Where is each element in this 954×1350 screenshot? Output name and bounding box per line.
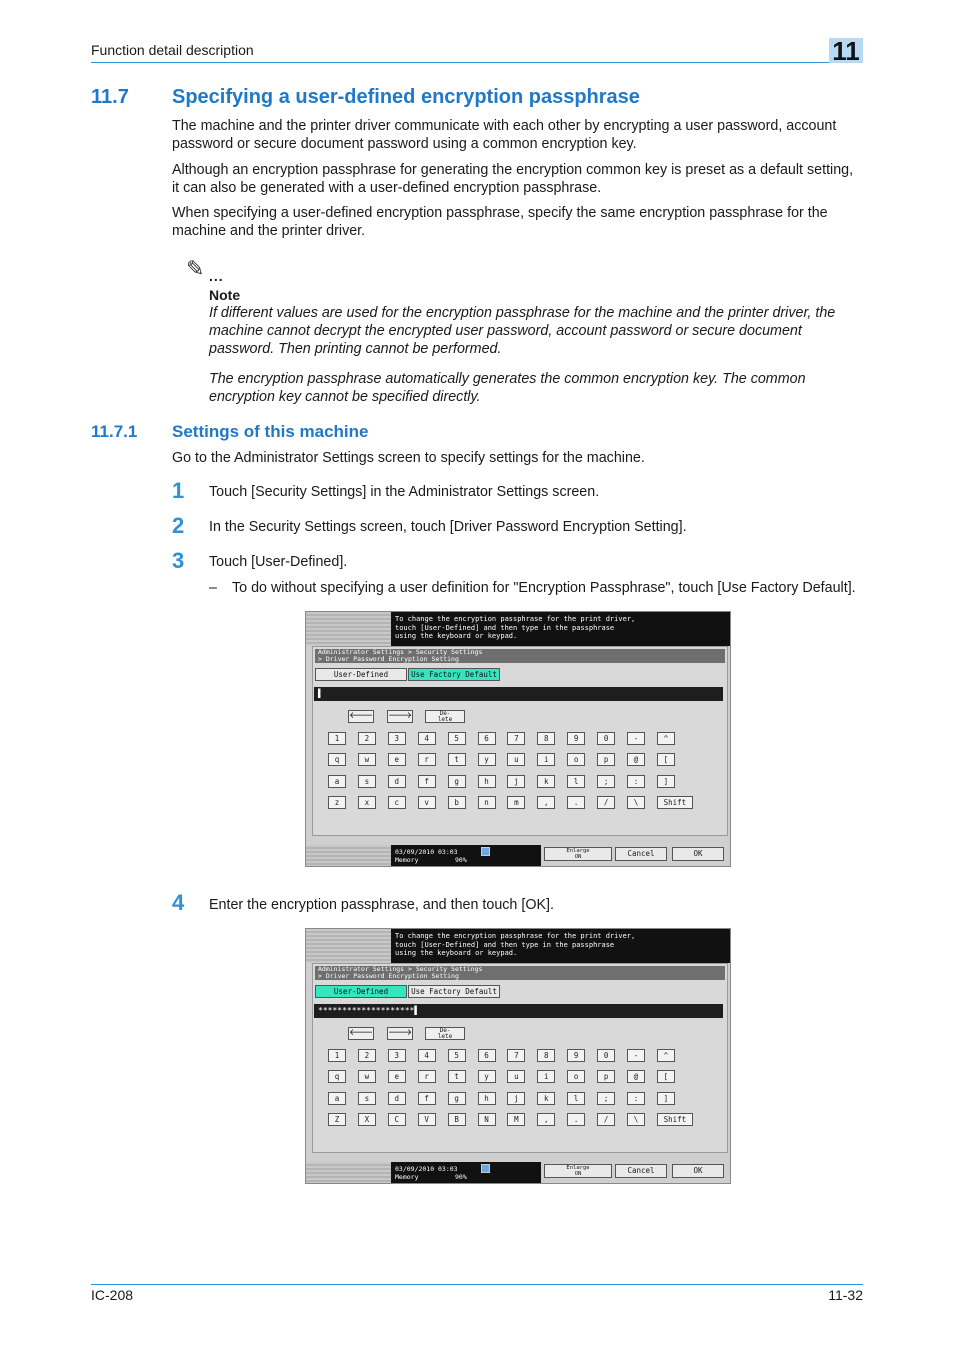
- key-2-0[interactable]: a: [328, 1092, 346, 1105]
- key-0-5[interactable]: 6: [478, 1049, 496, 1062]
- ok-button[interactable]: OK: [672, 1164, 724, 1178]
- substep-text: To do without specifying a user definition for "Encryption Passphrase", touch [Use Factory Default].: [232, 580, 856, 596]
- key-0-10[interactable]: -: [627, 732, 645, 745]
- use-factory-default-button[interactable]: Use Factory Default: [408, 985, 500, 998]
- subsection-number: 11.7.1: [91, 422, 138, 441]
- key-1-9[interactable]: p: [597, 1070, 615, 1083]
- step-number-3: 3: [172, 548, 185, 573]
- ok-button[interactable]: OK: [672, 847, 724, 861]
- step-number-4: 4: [172, 890, 185, 915]
- key-0-11[interactable]: ^: [657, 732, 675, 745]
- key-3-8[interactable]: .: [567, 796, 585, 809]
- key-0-1[interactable]: 2: [358, 732, 376, 745]
- key-1-8[interactable]: o: [567, 753, 585, 766]
- key-1-0[interactable]: q: [328, 753, 346, 766]
- left-arrow-button[interactable]: 🡐: [349, 1028, 374, 1038]
- key-3-2[interactable]: c: [388, 796, 406, 809]
- cancel-button[interactable]: Cancel: [615, 847, 667, 861]
- key-2-10[interactable]: :: [627, 775, 645, 788]
- step-text-3: Touch [User-Defined].: [209, 554, 348, 570]
- screen-message: To change the encryption passphrase for the print driver, touch [User-Defined] and then type in the passphrase using the keyboard or keypad.: [391, 612, 731, 646]
- note-pencil-icon: ✎: [186, 256, 205, 281]
- key-3-1[interactable]: x: [358, 796, 376, 809]
- key-1-7[interactable]: i: [537, 1070, 555, 1083]
- step-text-4: Enter the encryption passphrase, and then touch [OK].: [209, 897, 554, 913]
- note-title: Note: [209, 287, 241, 303]
- key-1-4[interactable]: t: [448, 753, 466, 766]
- key-0-3[interactable]: 4: [418, 732, 436, 745]
- key-2-5[interactable]: h: [478, 775, 496, 788]
- status-date: 03/09/2010: [395, 848, 435, 856]
- key-1-10[interactable]: @: [627, 753, 645, 766]
- key-1-2[interactable]: e: [388, 1070, 406, 1083]
- note-paragraph-2: The encryption passphrase automatically generates the common encryption key. The common encryption key cannot be specified directly.: [209, 371, 806, 405]
- key-3-10[interactable]: \: [627, 1113, 645, 1126]
- enlarge-display-button[interactable]: Enlarge ON: [544, 1164, 612, 1178]
- status-bar: [391, 845, 541, 867]
- status-memory-label: Memory: [395, 856, 419, 864]
- screen-bottom-strip: [306, 845, 391, 867]
- key-3-4[interactable]: B: [448, 1113, 466, 1126]
- status-memory-value: 90%: [455, 856, 467, 864]
- key-1-0[interactable]: q: [328, 1070, 346, 1083]
- subsection-title: Settings of this machine: [172, 422, 369, 441]
- intro-paragraph-2: Although an encryption passphrase for generating the encryption common key is preset as a default setting, it can also be generated with a user-defined encryption passphrase.: [172, 162, 854, 196]
- key-0-2[interactable]: 3: [388, 732, 406, 745]
- key-3-7[interactable]: ,: [537, 1113, 555, 1126]
- key-0-10[interactable]: -: [627, 1049, 645, 1062]
- key-2-1[interactable]: s: [358, 775, 376, 788]
- key-0-5[interactable]: 6: [478, 732, 496, 745]
- key-0-1[interactable]: 2: [358, 1049, 376, 1062]
- machine-screen-2: [305, 928, 731, 1184]
- key-0-4[interactable]: 5: [448, 732, 466, 745]
- key-2-9[interactable]: ;: [597, 775, 615, 788]
- key-2-7[interactable]: k: [537, 775, 555, 788]
- left-arrow-button[interactable]: 🡐: [349, 711, 374, 721]
- running-header: Function detail description: [91, 42, 254, 58]
- key-2-4[interactable]: g: [448, 775, 466, 788]
- step-number-2: 2: [172, 513, 185, 538]
- delete-button[interactable]: De- lete: [425, 710, 465, 723]
- footer-product: IC-208: [91, 1287, 134, 1303]
- key-1-3[interactable]: r: [418, 753, 436, 766]
- key-1-4[interactable]: t: [448, 1070, 466, 1083]
- key-1-8[interactable]: o: [567, 1070, 585, 1083]
- section-title: Specifying a user-defined encryption passphrase: [172, 86, 640, 108]
- key-0-6[interactable]: 7: [507, 732, 525, 745]
- status-memory-label: Memory: [395, 1173, 419, 1181]
- key-0-8[interactable]: 9: [567, 1049, 585, 1062]
- step-number-1: 1: [172, 478, 185, 503]
- right-arrow-button[interactable]: 🡒: [388, 1028, 413, 1038]
- key-0-0[interactable]: 1: [328, 1049, 346, 1062]
- key-2-2[interactable]: d: [388, 1092, 406, 1105]
- key-1-2[interactable]: e: [388, 753, 406, 766]
- key-0-7[interactable]: 8: [537, 1049, 555, 1062]
- key-3-1[interactable]: X: [358, 1113, 376, 1126]
- screen-bottom-strip: [306, 1162, 391, 1184]
- status-time: 03:03: [438, 1165, 458, 1173]
- screen-breadcrumb: Administrator Settings > Security Settings > Driver Password Encryption Setting: [315, 966, 725, 980]
- key-0-9[interactable]: 0: [597, 1049, 615, 1062]
- key-1-1[interactable]: w: [358, 753, 376, 766]
- intro-paragraph-1: The machine and the printer driver communicate with each other by encrypting a user password, account password or secure document password using a common encryption key.: [172, 118, 837, 152]
- key-0-0[interactable]: 1: [328, 732, 346, 745]
- chapter-number: 11: [832, 36, 860, 66]
- key-3-3[interactable]: V: [418, 1113, 436, 1126]
- passphrase-input[interactable]: ▌: [314, 687, 723, 701]
- key-2-11[interactable]: ]: [657, 775, 675, 788]
- key-0-6[interactable]: 7: [507, 1049, 525, 1062]
- key-1-5[interactable]: y: [478, 1070, 496, 1083]
- key-1-6[interactable]: u: [507, 753, 525, 766]
- cancel-button[interactable]: Cancel: [615, 1164, 667, 1178]
- key-1-11[interactable]: [: [657, 753, 675, 766]
- key-2-0[interactable]: a: [328, 775, 346, 788]
- job-status-icon[interactable]: [481, 847, 490, 856]
- section-number: 11.7: [91, 86, 129, 108]
- key-1-5[interactable]: y: [478, 753, 496, 766]
- key-1-3[interactable]: r: [418, 1070, 436, 1083]
- header-rule: [91, 62, 863, 63]
- key-2-8[interactable]: l: [567, 1092, 585, 1105]
- key-3-5[interactable]: N: [478, 1113, 496, 1126]
- key-0-11[interactable]: ^: [657, 1049, 675, 1062]
- key-2-1[interactable]: s: [358, 1092, 376, 1105]
- key-0-4[interactable]: 5: [448, 1049, 466, 1062]
- note-paragraph-1: If different values are used for the encryption passphrase for the machine and the printer driver, the machine cannot decrypt the encrypted user password, account password or secure document password. Then printing cannot be performed.: [209, 305, 836, 357]
- status-time: 03:03: [438, 848, 458, 856]
- key-1-7[interactable]: i: [537, 753, 555, 766]
- key-0-7[interactable]: 8: [537, 732, 555, 745]
- step-text-1: Touch [Security Settings] in the Administrator Settings screen.: [209, 484, 600, 500]
- enlarge-display-button[interactable]: Enlarge ON: [544, 847, 612, 861]
- key-1-6[interactable]: u: [507, 1070, 525, 1083]
- key-1-1[interactable]: w: [358, 1070, 376, 1083]
- key-1-9[interactable]: p: [597, 753, 615, 766]
- key-3-8[interactable]: .: [567, 1113, 585, 1126]
- user-defined-button[interactable]: User-Defined: [315, 668, 407, 681]
- key-0-9[interactable]: 0: [597, 732, 615, 745]
- substep-dash: –: [209, 580, 217, 596]
- key-2-6[interactable]: j: [507, 1092, 525, 1105]
- key-0-3[interactable]: 4: [418, 1049, 436, 1062]
- job-status-icon[interactable]: [481, 1164, 490, 1173]
- shift-key[interactable]: Shift: [657, 796, 693, 809]
- key-3-0[interactable]: z: [328, 796, 346, 809]
- delete-button[interactable]: De- lete: [425, 1027, 465, 1040]
- user-defined-button[interactable]: User-Defined: [315, 985, 407, 998]
- footer-page-number: 11-32: [828, 1287, 863, 1303]
- intro-paragraph-3: When specifying a user-defined encryption passphrase, specify the same encryption passphrase for the machine and the printer driver.: [172, 205, 828, 239]
- status-bar: [391, 1162, 541, 1184]
- key-3-6[interactable]: M: [507, 1113, 525, 1126]
- key-3-5[interactable]: n: [478, 796, 496, 809]
- subsection-intro: Go to the Administrator Settings screen to specify settings for the machine.: [172, 450, 645, 466]
- key-2-11[interactable]: ]: [657, 1092, 675, 1105]
- key-2-4[interactable]: g: [448, 1092, 466, 1105]
- status-memory-value: 90%: [455, 1173, 467, 1181]
- passphrase-input[interactable]: ********************▌: [314, 1004, 723, 1018]
- note-dots: ...: [209, 268, 224, 284]
- key-0-2[interactable]: 3: [388, 1049, 406, 1062]
- shift-key[interactable]: Shift: [657, 1113, 693, 1126]
- key-3-2[interactable]: C: [388, 1113, 406, 1126]
- key-2-3[interactable]: f: [418, 1092, 436, 1105]
- key-2-10[interactable]: :: [627, 1092, 645, 1105]
- key-2-3[interactable]: f: [418, 775, 436, 788]
- screen-side-strip: [306, 929, 391, 963]
- key-2-5[interactable]: h: [478, 1092, 496, 1105]
- key-2-9[interactable]: ;: [597, 1092, 615, 1105]
- key-3-0[interactable]: Z: [328, 1113, 346, 1126]
- key-3-9[interactable]: /: [597, 796, 615, 809]
- key-2-7[interactable]: k: [537, 1092, 555, 1105]
- key-3-7[interactable]: ,: [537, 796, 555, 809]
- key-0-8[interactable]: 9: [567, 732, 585, 745]
- key-3-4[interactable]: b: [448, 796, 466, 809]
- key-3-6[interactable]: m: [507, 796, 525, 809]
- key-3-10[interactable]: \: [627, 796, 645, 809]
- use-factory-default-button[interactable]: Use Factory Default: [408, 668, 500, 681]
- screen-message: To change the encryption passphrase for the print driver, touch [User-Defined] and then type in the passphrase using the keyboard or keypad.: [391, 929, 731, 963]
- key-1-10[interactable]: @: [627, 1070, 645, 1083]
- screen-breadcrumb: Administrator Settings > Security Settings > Driver Password Encryption Setting: [315, 649, 725, 663]
- key-2-6[interactable]: j: [507, 775, 525, 788]
- key-3-9[interactable]: /: [597, 1113, 615, 1126]
- step-text-2: In the Security Settings screen, touch [Driver Password Encryption Setting].: [209, 519, 687, 535]
- key-3-3[interactable]: v: [418, 796, 436, 809]
- status-date: 03/09/2010: [395, 1165, 435, 1173]
- key-2-8[interactable]: l: [567, 775, 585, 788]
- key-1-11[interactable]: [: [657, 1070, 675, 1083]
- right-arrow-button[interactable]: 🡒: [388, 711, 413, 721]
- screen-side-strip: [306, 612, 391, 646]
- machine-screen-1: [305, 611, 731, 867]
- footer-rule: [91, 1284, 863, 1285]
- key-2-2[interactable]: d: [388, 775, 406, 788]
